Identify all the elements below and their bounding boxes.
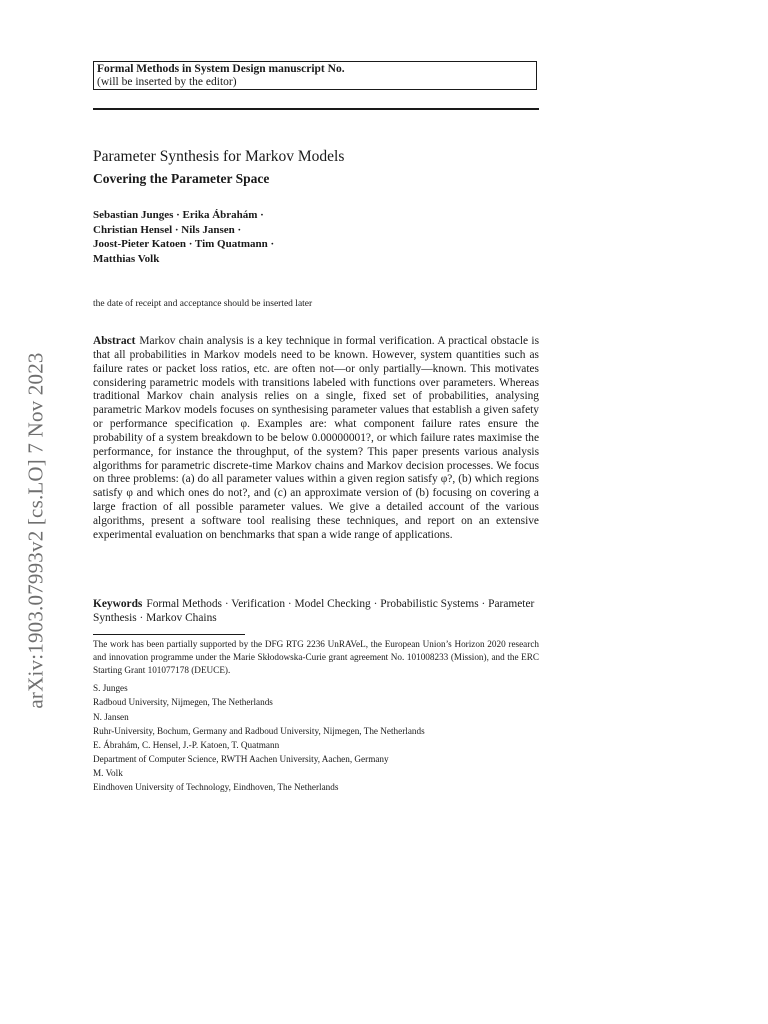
keywords-text: Formal Methods · Verification · Model Checking · Probabilistic Systems · Parameter Synthesis · Markov Chains (93, 598, 535, 624)
abstract (93, 335, 539, 543)
funding-footnote (93, 638, 539, 677)
affiliation-names: N. Jansen (93, 712, 129, 722)
affiliation-block (93, 739, 539, 766)
affiliation-block (93, 767, 539, 794)
affiliation-block (93, 682, 539, 709)
affiliation-names: S. Junges (93, 683, 128, 693)
author-line: Joost-Pieter Katoen · Tim Quatmann · (93, 238, 275, 250)
author-line: Christian Hensel · Nils Jansen · (93, 223, 242, 236)
footnote-text: The work has been partially supported by the DFG RTG 2236 UnRAVeL, the European Union’s Horizon 2020 research and innovation programme under the Marie Skłodowska-Curie grant agreement No. 101008233 (Mission), and the ERC Starting Grant 101077178 (DEUCE). (93, 639, 539, 675)
affiliation-institution: Ruhr-University, Bochum, Germany and Radboud University, Nijmegen, The Netherlands (93, 725, 425, 736)
abstract-text: Markov chain analysis is a key technique in formal verification. A practical obstacle is that all probabilities in Markov models need to be known. However, system quantities such as failure rates or packet loss ratios, etc. are often not—or only partially—known. This motivates considering parametric models with transitions labeled with functions over parameters. Whereas traditional Markov chain analysis relies on a single, fixed set of probabilities, analysing parametric Markov models focuses on synthesising parameter values that establish a given safety or performance specification φ. Examples are: what component failure rates ensure the probability of a system breakdown to be below 0.00000001?, or which failure rates maximise the performance, for instance the throughput, of the system? This paper presents various analysis algorithms for parametric discrete-time Markov chains and Markov decision processes. We focus on three problems: (a) do all parameter values within a given region satisfy φ?, (b) which regions satisfy φ and which ones do not?, and (c) an approximate version of (b) focusing on covering a large fraction of all possible parameter values. We give a detailed account of the various algorithms, present a software tool realising these techniques, and report on an extensive experimental evaluation on benchmarks that span a wide range of applications. (93, 335, 539, 541)
journal-header-box (93, 61, 537, 90)
author-list (93, 208, 539, 266)
affiliation-names: M. Volk (93, 768, 123, 778)
arxiv-identifier: arXiv:1903.07993v2 [cs.LO] 7 Nov 2023 (23, 351, 48, 709)
paper-title: Parameter Synthesis for Markov Models (93, 148, 345, 165)
affiliation-institution: Eindhoven University of Technology, Eindhoven, The Netherlands (93, 781, 339, 792)
journal-name: Formal Methods in System Design manuscript No. (97, 63, 345, 75)
footnote-rule (93, 634, 245, 635)
author-line: Sebastian Junges · Erika Ábrahám · (93, 209, 264, 221)
header-rule (93, 108, 539, 110)
arxiv-side-stamp (21, 320, 51, 740)
keywords-label: Keywords (93, 598, 143, 610)
abstract-label: Abstract (93, 335, 136, 347)
affiliation-names: E. Ábrahám, C. Hensel, J.-P. Katoen, T. Quatmann (93, 740, 280, 750)
author-line: Matthias Volk (93, 252, 160, 265)
journal-note: (will be inserted by the editor) (97, 76, 237, 88)
affiliation-block (93, 711, 539, 738)
receipt-date-note: the date of receipt and acceptance should be inserted later (93, 299, 313, 309)
affiliation-institution: Radboud University, Nijmegen, The Netherlands (93, 696, 273, 707)
paper-subtitle: Covering the Parameter Space (93, 171, 270, 186)
keywords (93, 597, 539, 625)
affiliation-institution: Department of Computer Science, RWTH Aachen University, Aachen, Germany (93, 753, 389, 764)
